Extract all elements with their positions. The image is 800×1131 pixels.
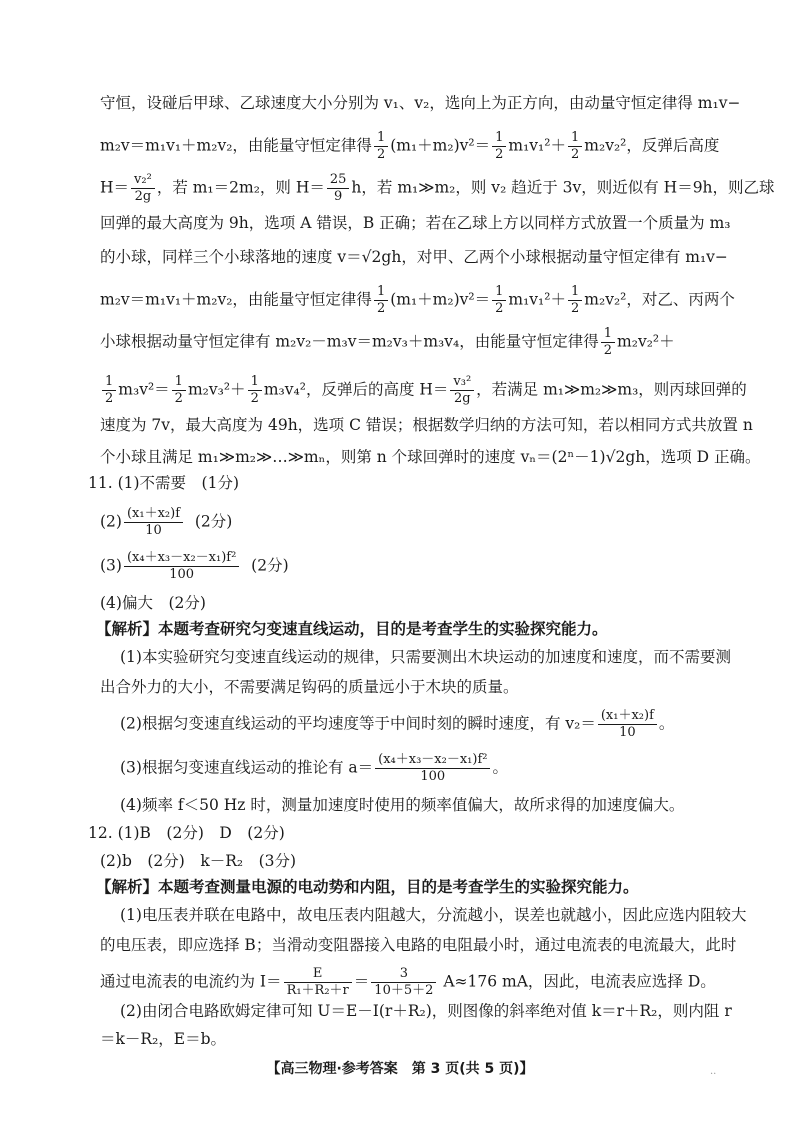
- text-span: ＝: [353, 972, 370, 991]
- fraction: [375, 752, 490, 785]
- numerator: v₂²: [131, 172, 155, 189]
- fraction: [371, 966, 436, 999]
- fraction: [568, 130, 582, 163]
- fraction: [492, 284, 506, 317]
- text-span: 。: [658, 714, 675, 733]
- question-12-part-2: (2)b (2分) k－R₂ (3分): [100, 852, 297, 870]
- text-span: (3): [100, 556, 122, 575]
- numerator: 1: [248, 374, 262, 391]
- numerator: 1: [568, 130, 582, 147]
- question-11-part-4: (4)偏大 (2分): [100, 594, 206, 612]
- text-span: (2)根据匀变速直线运动的平均速度等于中间时刻的瞬时速度，有 v₂＝: [120, 714, 596, 733]
- fraction: [450, 374, 474, 407]
- numerator: 1: [492, 284, 506, 301]
- text-span: (m₁＋m₂)v²＝: [390, 290, 491, 309]
- numerator: (x₄＋x₃－x₂－x₁)f²: [375, 752, 490, 769]
- denominator: 2: [603, 343, 613, 358]
- text-line: [100, 284, 735, 317]
- text-line: [120, 752, 508, 785]
- denominator: 9: [334, 189, 343, 204]
- denominator: R₁＋R₂＋r: [286, 983, 349, 998]
- score-label: (2分): [194, 512, 233, 531]
- text-span: m₂v₂²，反弹后高度: [584, 136, 720, 155]
- numerator: 3: [371, 966, 436, 983]
- fraction: [598, 708, 657, 741]
- denominator: 10: [619, 725, 636, 740]
- text-line: (2)由闭合电路欧姆定律可知 U＝E－I(r＋R₂)，则图像的斜率绝对值 k＝r＋R₂，则内阻 r: [120, 1002, 732, 1020]
- denominator: 100: [420, 769, 446, 784]
- question-11-part-2: [100, 506, 232, 539]
- numerator: 1: [102, 374, 116, 391]
- denominator: 10: [145, 523, 162, 538]
- fraction: [102, 374, 116, 407]
- analysis-title-12: 【解析】本题考查测量电源的电动势和内阻，目的是考查学生的实验探究能力。: [96, 877, 639, 896]
- denominator: 2g: [453, 391, 471, 406]
- numerator: 1: [568, 284, 582, 301]
- denominator: 2: [174, 391, 183, 406]
- text-span: A≈176 mA，因此，电流表应选择 D。: [443, 972, 716, 991]
- text-span: ，若 m₁＝2m₂，则 H＝: [156, 178, 325, 197]
- text-line: [100, 374, 747, 407]
- score-label: (2分): [251, 556, 289, 575]
- numerator: 1: [492, 130, 506, 147]
- text-line: 的小球，同样三个小球落地的速度 v＝√2gh，对甲、乙两个小球根据动量守恒定律有 m₁v−: [100, 248, 728, 266]
- text-line: 守恒，设碰后甲球、乙球速度大小分别为 v₁、v₂，选向上为正方向，由动量守恒定律得 m₁v−: [100, 94, 741, 112]
- fraction: [492, 130, 506, 163]
- denominator: 10＋5＋2: [374, 983, 434, 998]
- text-line: (1)电压表并联在电路中，故电压表内阻越大，分流越小，误差也就越小，因此应选内阻较大: [120, 906, 747, 924]
- fraction: [131, 172, 155, 205]
- denominator: 2g: [134, 189, 152, 204]
- numerator: 1: [374, 284, 388, 301]
- text-line: 回弹的最大高度为 9h，选项 A 错误，B 正确；若在乙球上方以同样方式放置一个质量为 m₃: [100, 214, 731, 232]
- text-line: [120, 708, 674, 741]
- numerator: v₃²: [450, 374, 474, 391]
- question-11-part-3: [100, 550, 289, 583]
- text-line: (1)本实验研究匀变速直线运动的规律，只需要测出木块运动的加速度和速度，而不需要测: [120, 648, 731, 666]
- question-11-part-1: 11. (1)不需要 (1分): [88, 474, 239, 492]
- numerator: 1: [601, 326, 615, 343]
- fraction: [601, 326, 615, 359]
- text-line: 的电压表，即应选择 B；当滑动变阻器接入电路的电阻最小时，通过电流表的电流最大，此时: [100, 936, 737, 954]
- text-line: [100, 130, 719, 163]
- denominator: 2: [495, 147, 504, 162]
- text-line: ＝k－R₂，E＝b。: [100, 1030, 227, 1048]
- fraction: [248, 374, 262, 407]
- text-line: [100, 172, 775, 205]
- fraction: [374, 284, 388, 317]
- denominator: 100: [169, 567, 195, 582]
- text-line: [100, 966, 716, 999]
- text-line: [100, 326, 675, 359]
- numerator: 25: [327, 172, 350, 189]
- numerator: 1: [374, 130, 388, 147]
- text-span: (3)根据匀变速直线运动的推论有 a＝: [120, 758, 374, 777]
- numerator: (x₁＋x₂)f: [124, 506, 183, 523]
- text-span: m₁v₁²＋: [508, 136, 566, 155]
- denominator: 2: [250, 391, 259, 406]
- numerator: E: [284, 966, 352, 983]
- corner-mark: ..: [710, 1066, 717, 1077]
- text-span: m₃v₄²，反弹后的高度 H＝: [263, 380, 449, 399]
- text-span: H＝: [100, 178, 130, 197]
- text-span: ，若满足 m₁≫m₂≫m₃，则丙球回弹的: [476, 380, 747, 399]
- text-span: m₃v²＝: [118, 380, 170, 399]
- text-line: (4)频率 f＜50 Hz 时，测量加速度时使用的频率值偏大，故所求得的加速度偏大。: [120, 796, 685, 814]
- text-span: m₂v＝m₁v₁＋m₂v₂，由能量守恒定律得: [100, 290, 372, 309]
- numerator: (x₄＋x₃－x₂－x₁)f²: [124, 550, 239, 567]
- fraction: [374, 130, 388, 163]
- text-span: (2): [100, 512, 122, 531]
- text-span: h，若 m₁≫m₂，则 v₂ 趋近于 3v，则近似有 H＝9h，则乙球: [351, 178, 775, 197]
- denominator: 2: [376, 147, 386, 162]
- text-span: m₂v₂²＋: [617, 332, 675, 351]
- page-footer: 【高三物理·参考答案 第 3 页(共 5 页)】: [266, 1061, 534, 1077]
- denominator: 2: [571, 147, 580, 162]
- denominator: 2: [376, 301, 386, 316]
- numerator: 1: [172, 374, 186, 391]
- analysis-title-11: 【解析】本题考查研究匀变速直线运动，目的是考查学生的实验探究能力。: [96, 619, 608, 638]
- text-span: m₁v₁²＋: [508, 290, 566, 309]
- text-span: m₂v₂²，对乙、丙两个: [584, 290, 735, 309]
- question-12-part-1: 12. (1)B (2分) D (2分): [88, 824, 285, 842]
- text-span: m₂v＝m₁v₁＋m₂v₂，由能量守恒定律得: [100, 136, 372, 155]
- text-line: 出合外力的大小，不需要满足钩码的质量远小于木块的质量。: [100, 678, 519, 696]
- text-span: (m₁＋m₂)v²＝: [390, 136, 491, 155]
- text-line: 速度为 7v，最大高度为 49h，选项 C 错误；根据数学归纳的方法可知，若以相同方式共放置 n: [100, 416, 753, 434]
- text-span: 通过电流表的电流约为 I＝: [100, 972, 282, 991]
- text-line: 个小球且满足 m₁≫m₂≫…≫mₙ，则第 n 个球回弹时的速度 vₙ＝(2ⁿ－1)√2gh，选项 D 正确。: [100, 448, 761, 466]
- fraction: [124, 506, 183, 539]
- fraction: [284, 966, 352, 999]
- text-span: 。: [492, 758, 508, 777]
- numerator: (x₁＋x₂)f: [598, 708, 657, 725]
- fraction: [327, 172, 350, 205]
- fraction: [568, 284, 582, 317]
- fraction: [172, 374, 186, 407]
- fraction: [124, 550, 239, 583]
- text-span: m₂v₃²＋: [187, 380, 246, 399]
- denominator: 2: [105, 391, 114, 406]
- text-span: 小球根据动量守恒定律有 m₂v₂－m₃v＝m₂v₃＋m₃v₄，由能量守恒定律得: [100, 332, 599, 351]
- denominator: 2: [495, 301, 504, 316]
- denominator: 2: [571, 301, 580, 316]
